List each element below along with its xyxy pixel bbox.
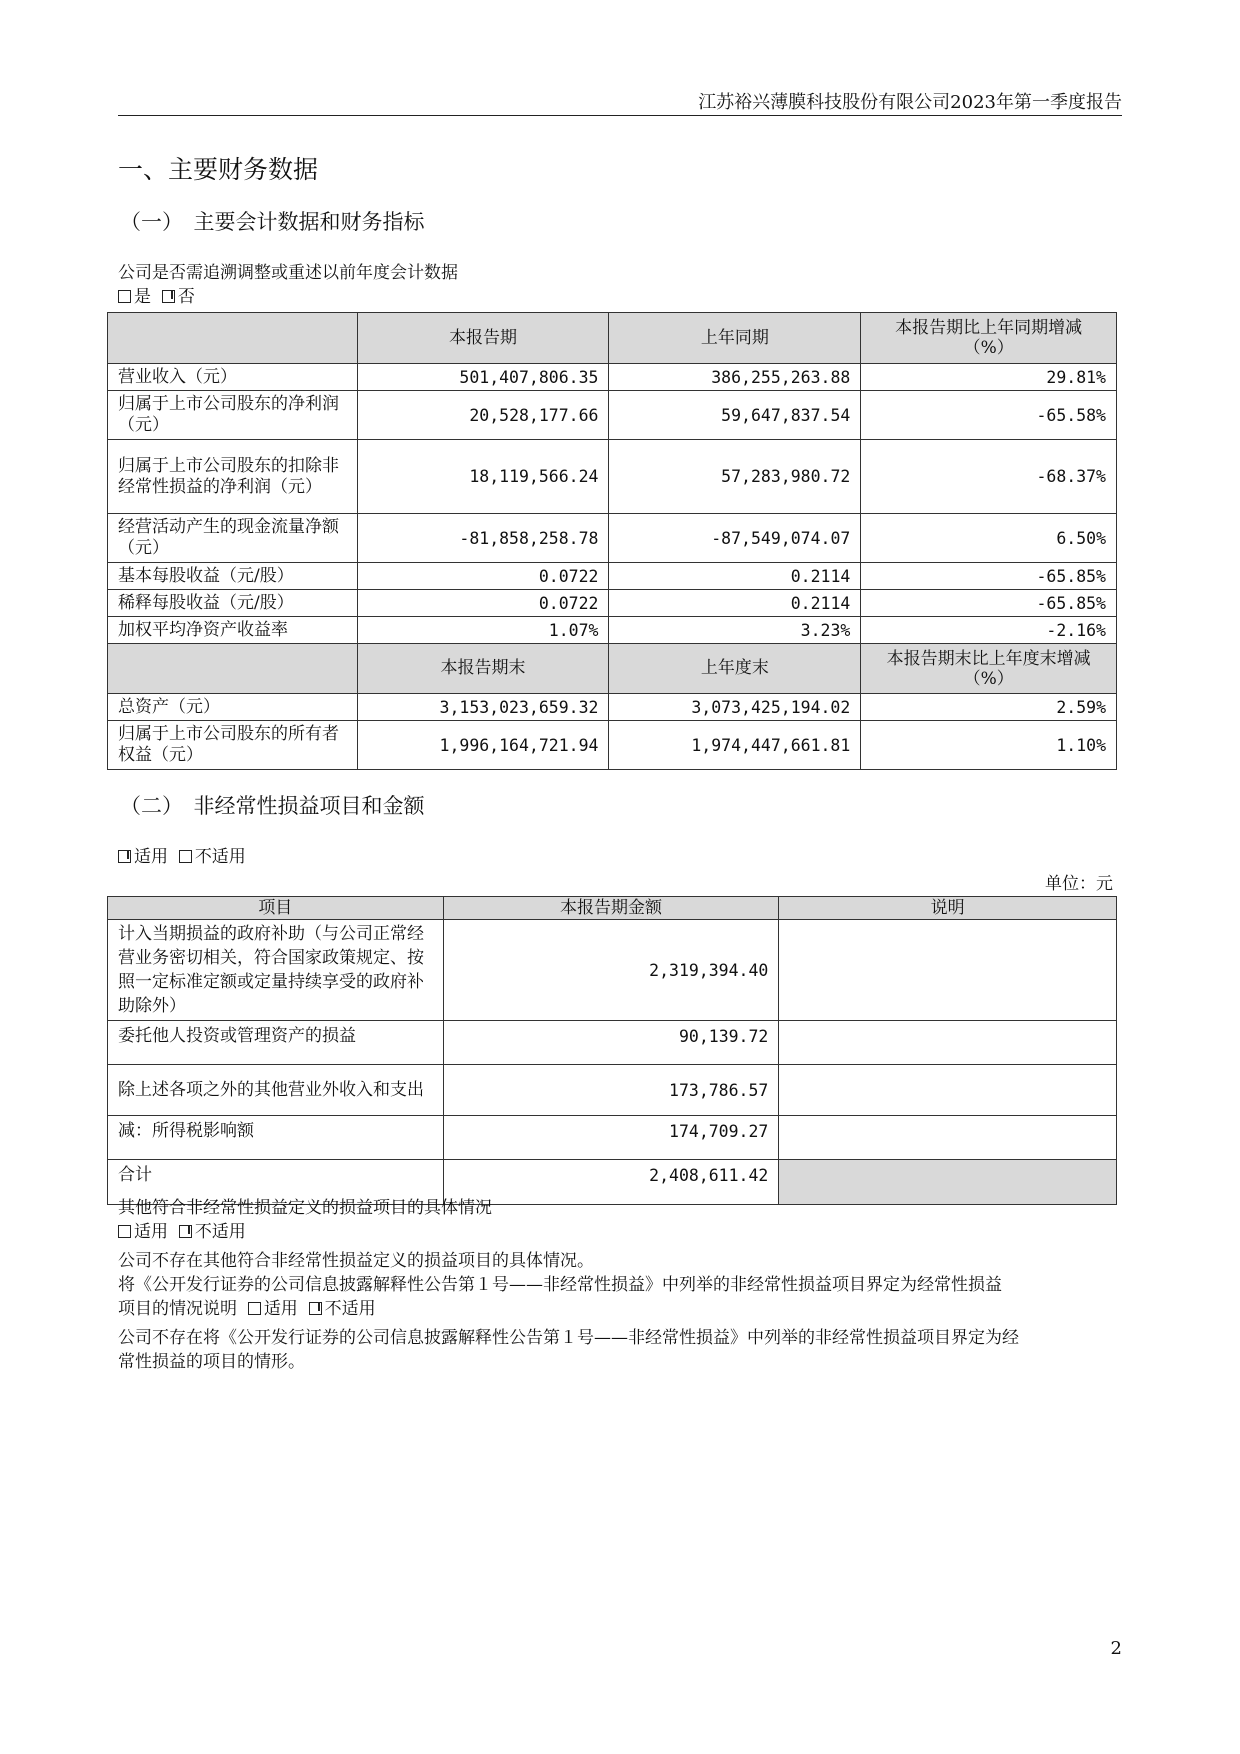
table-row: 计入当期损益的政府补助（与公司正常经营业务密切相关，符合国家政策规定、按照一定标准定额或定量持续享受的政府补助除外） 2,319,394.40 (108, 920, 1117, 1021)
other-items-options: 适用 不适用 (118, 1221, 246, 1243)
table-row: 除上述各项之外的其他营业外收入和支出 173,786.57 (108, 1065, 1117, 1116)
header-cell-empty (108, 644, 358, 694)
checkbox-no-checked[interactable] (162, 290, 175, 303)
classification-text-line1: 将《公开发行证券的公司信息披露解释性公告第１号——非经常性损益》中列举的非经常性损益项目界定为经常性损益 (118, 1275, 1002, 1295)
table-header-row (108, 897, 1117, 920)
table-row: 基本每股收益（元/股） 0.0722 0.2114 -65.85% (108, 563, 1117, 590)
header-period-end: 本报告期末 (357, 644, 609, 694)
subsection-title-1: （一） 主要会计数据和财务指标 (120, 210, 425, 234)
classification-statement-line1: 公司不存在将《公开发行证券的公司信息披露解释性公告第１号——非经常性损益》中列举的非经常性损益项目界定为经 (118, 1328, 1019, 1348)
header-prior-period: 上年同期 (609, 313, 861, 364)
financial-data-table (107, 312, 1117, 770)
checkbox-not-applicable-checked[interactable] (309, 1302, 322, 1315)
restatement-question: 公司是否需追溯调整或重述以前年度会计数据 (118, 263, 458, 283)
table-row: 委托他人投资或管理资产的损益 90,139.72 (108, 1021, 1117, 1065)
checkbox-yes[interactable] (118, 290, 131, 303)
unit-label: 单位：元 (1045, 874, 1113, 894)
header-amount: 本报告期金额 (443, 897, 779, 920)
other-items-statement: 公司不存在其他符合非经常性损益定义的损益项目的具体情况。 (118, 1251, 594, 1271)
checkbox-applicable[interactable] (118, 1225, 131, 1238)
table-subheader-row (108, 644, 1117, 694)
header-prior-year-end: 上年度末 (609, 644, 861, 694)
header-item: 项目 (108, 897, 444, 920)
table-row: 减：所得税影响额 174,709.27 (108, 1116, 1117, 1160)
applicability-options-1: 适用 不适用 (118, 846, 246, 868)
page-number: 2 (1110, 1638, 1122, 1659)
classification-statement-line2: 常性损益的项目的情形。 (118, 1352, 305, 1372)
header-cell-empty (108, 313, 358, 364)
table-row: 总资产（元） 3,153,023,659.32 3,073,425,194.02 2.59% (108, 694, 1117, 721)
header-current-period: 本报告期 (357, 313, 609, 364)
table-header-row (108, 313, 1117, 364)
non-recurring-items-table (107, 896, 1117, 1205)
document-header: 江苏裕兴薄膜科技股份有限公司2023年第一季度报告 (698, 92, 1122, 113)
header-change: 本报告期比上年同期增减 （%） (861, 313, 1117, 364)
table-row: 营业收入（元） 501,407,806.35 386,255,263.88 29.81% (108, 364, 1117, 391)
header-change-period-end: 本报告期末比上年度末增减 （%） (861, 644, 1117, 694)
table-row: 经营活动产生的现金流量净额（元） -81,858,258.78 -87,549,074.07 6.50% (108, 514, 1117, 563)
section-title: 一、主要财务数据 (118, 155, 319, 184)
table-row: 稀释每股收益（元/股） 0.0722 0.2114 -65.85% (108, 590, 1117, 617)
table-row: 归属于上市公司股东的所有者权益（元） 1,996,164,721.94 1,974,447,661.81 1.10% (108, 721, 1117, 770)
restatement-options: 是 否 (118, 286, 195, 308)
header-divider (118, 115, 1122, 116)
table-total-row: 合计 2,408,611.42 (108, 1160, 1117, 1205)
table-row: 归属于上市公司股东的净利润（元） 20,528,177.66 59,647,837.54 -65.58% (108, 391, 1117, 440)
checkbox-not-applicable-checked[interactable] (179, 1225, 192, 1238)
checkbox-not-applicable[interactable] (179, 850, 192, 863)
checkbox-applicable[interactable] (248, 1302, 261, 1315)
table-row: 加权平均净资产收益率 1.07% 3.23% -2.16% (108, 617, 1117, 644)
checkbox-applicable-checked[interactable] (118, 850, 131, 863)
header-note: 说明 (779, 897, 1117, 920)
other-items-title: 其他符合非经常性损益定义的损益项目的具体情况 (118, 1198, 492, 1218)
subsection-title-2: （二） 非经常性损益项目和金额 (120, 794, 425, 818)
table-row: 归属于上市公司股东的扣除非经常性损益的净利润（元） 18,119,566.24 57,283,980.72 -68.37% (108, 440, 1117, 514)
classification-text-line2: 项目的情况说明 适用 不适用 (118, 1299, 376, 1319)
